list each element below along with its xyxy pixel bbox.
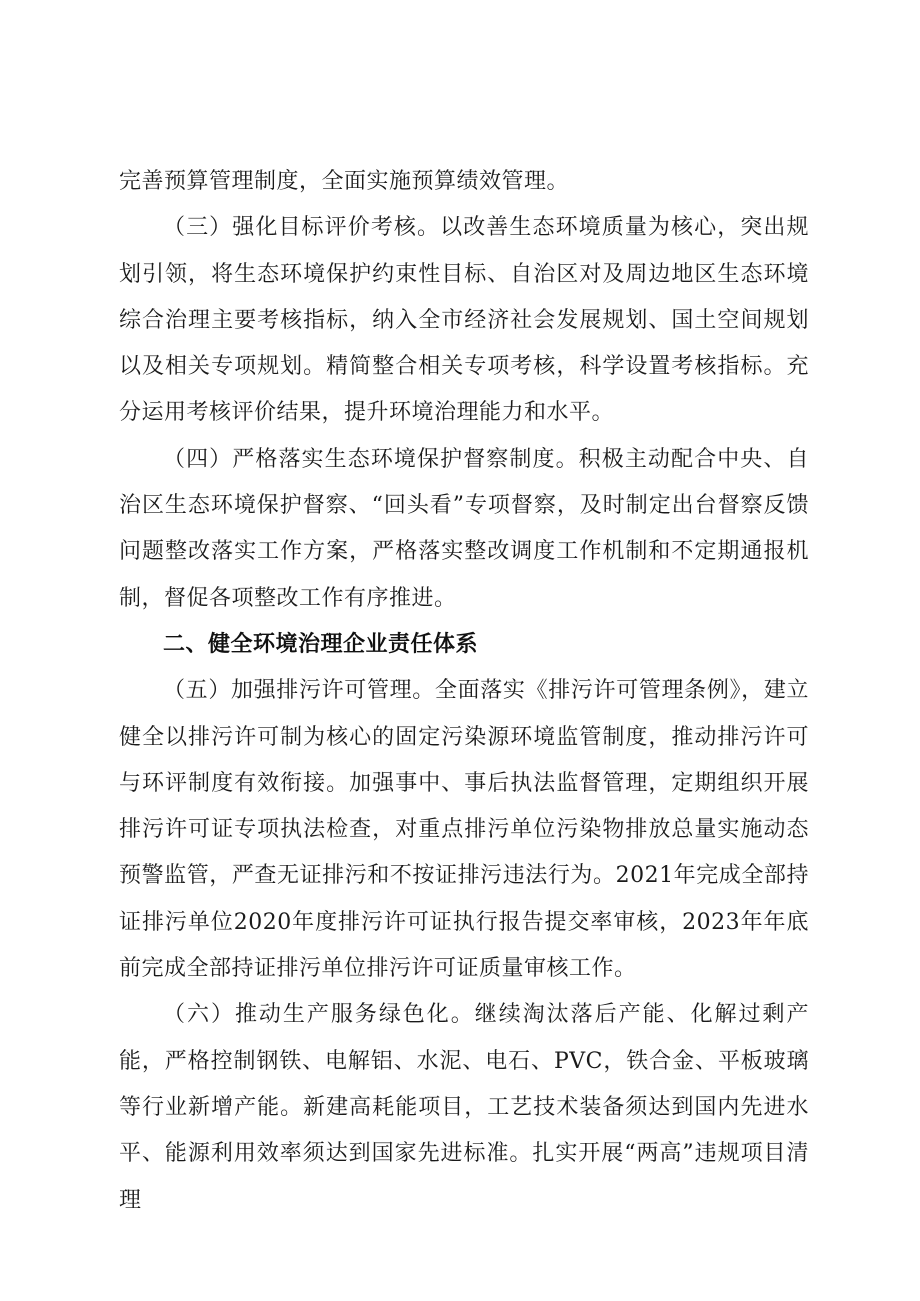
paragraph-inspection-system: （四）严格落实生态环境保护督察制度。积极主动配合中央、自治区生态环境保护督察、“回头看”专项督察，及时制定出台督察反馈问题整改落实工作方案，严格落实整改调度工作机制和不定期通报机制，督促各项整改工作有序推进。 [119, 446, 809, 611]
paragraph-pollution-permit: （五）加强排污许可管理。全面落实《排污许可管理条例》，建立健全以排污许可制为核心的固定污染源环境监管制度，推动排污许可与环评制度有效衔接。加强事中、事后执法监督管理，定期组织开展排污许可证专项执法检查，对重点排污单位污染物排放总量实施动态预警监管，严查无证排污和不按证排污违法行为。2021年完成全部持证排污单位2020年度排污许可证执行报告提交率审核，2023年年底前完成全部持证排污单位排污许可证质量审核工作。 [119, 678, 809, 982]
paragraph-target-evaluation: （三）强化目标评价考核。以改善生态环境质量为核心，突出规划引领，将生态环境保护约束性目标、自治区对及周边地区生态环境综合治理主要考核指标，纳入全市经济社会发展规划、国土空间规划以及相关专项规划。精简整合相关专项考核，科学设置考核指标。充分运用考核评价结果，提升环境治理能力和水平。 [119, 215, 809, 426]
paragraph-continuation: 完善预算管理制度，全面实施预算绩效管理。 [119, 169, 570, 194]
document-body [119, 159, 809, 1224]
section-heading: 二、健全环境治理企业责任体系 [163, 631, 479, 657]
paragraph-green-production: （六）推动生产服务绿色化。继续淘汰落后产能、化解过剩产能，严格控制钢铁、电解铝、水泥、电石、PVC，铁合金、平板玻璃等行业新增产能。新建高耗能项目，工艺技术装备须达到国内先进水平、能源利用效率须达到国家先进标准。扎实开展“两高”违规项目清理 [119, 1002, 809, 1213]
